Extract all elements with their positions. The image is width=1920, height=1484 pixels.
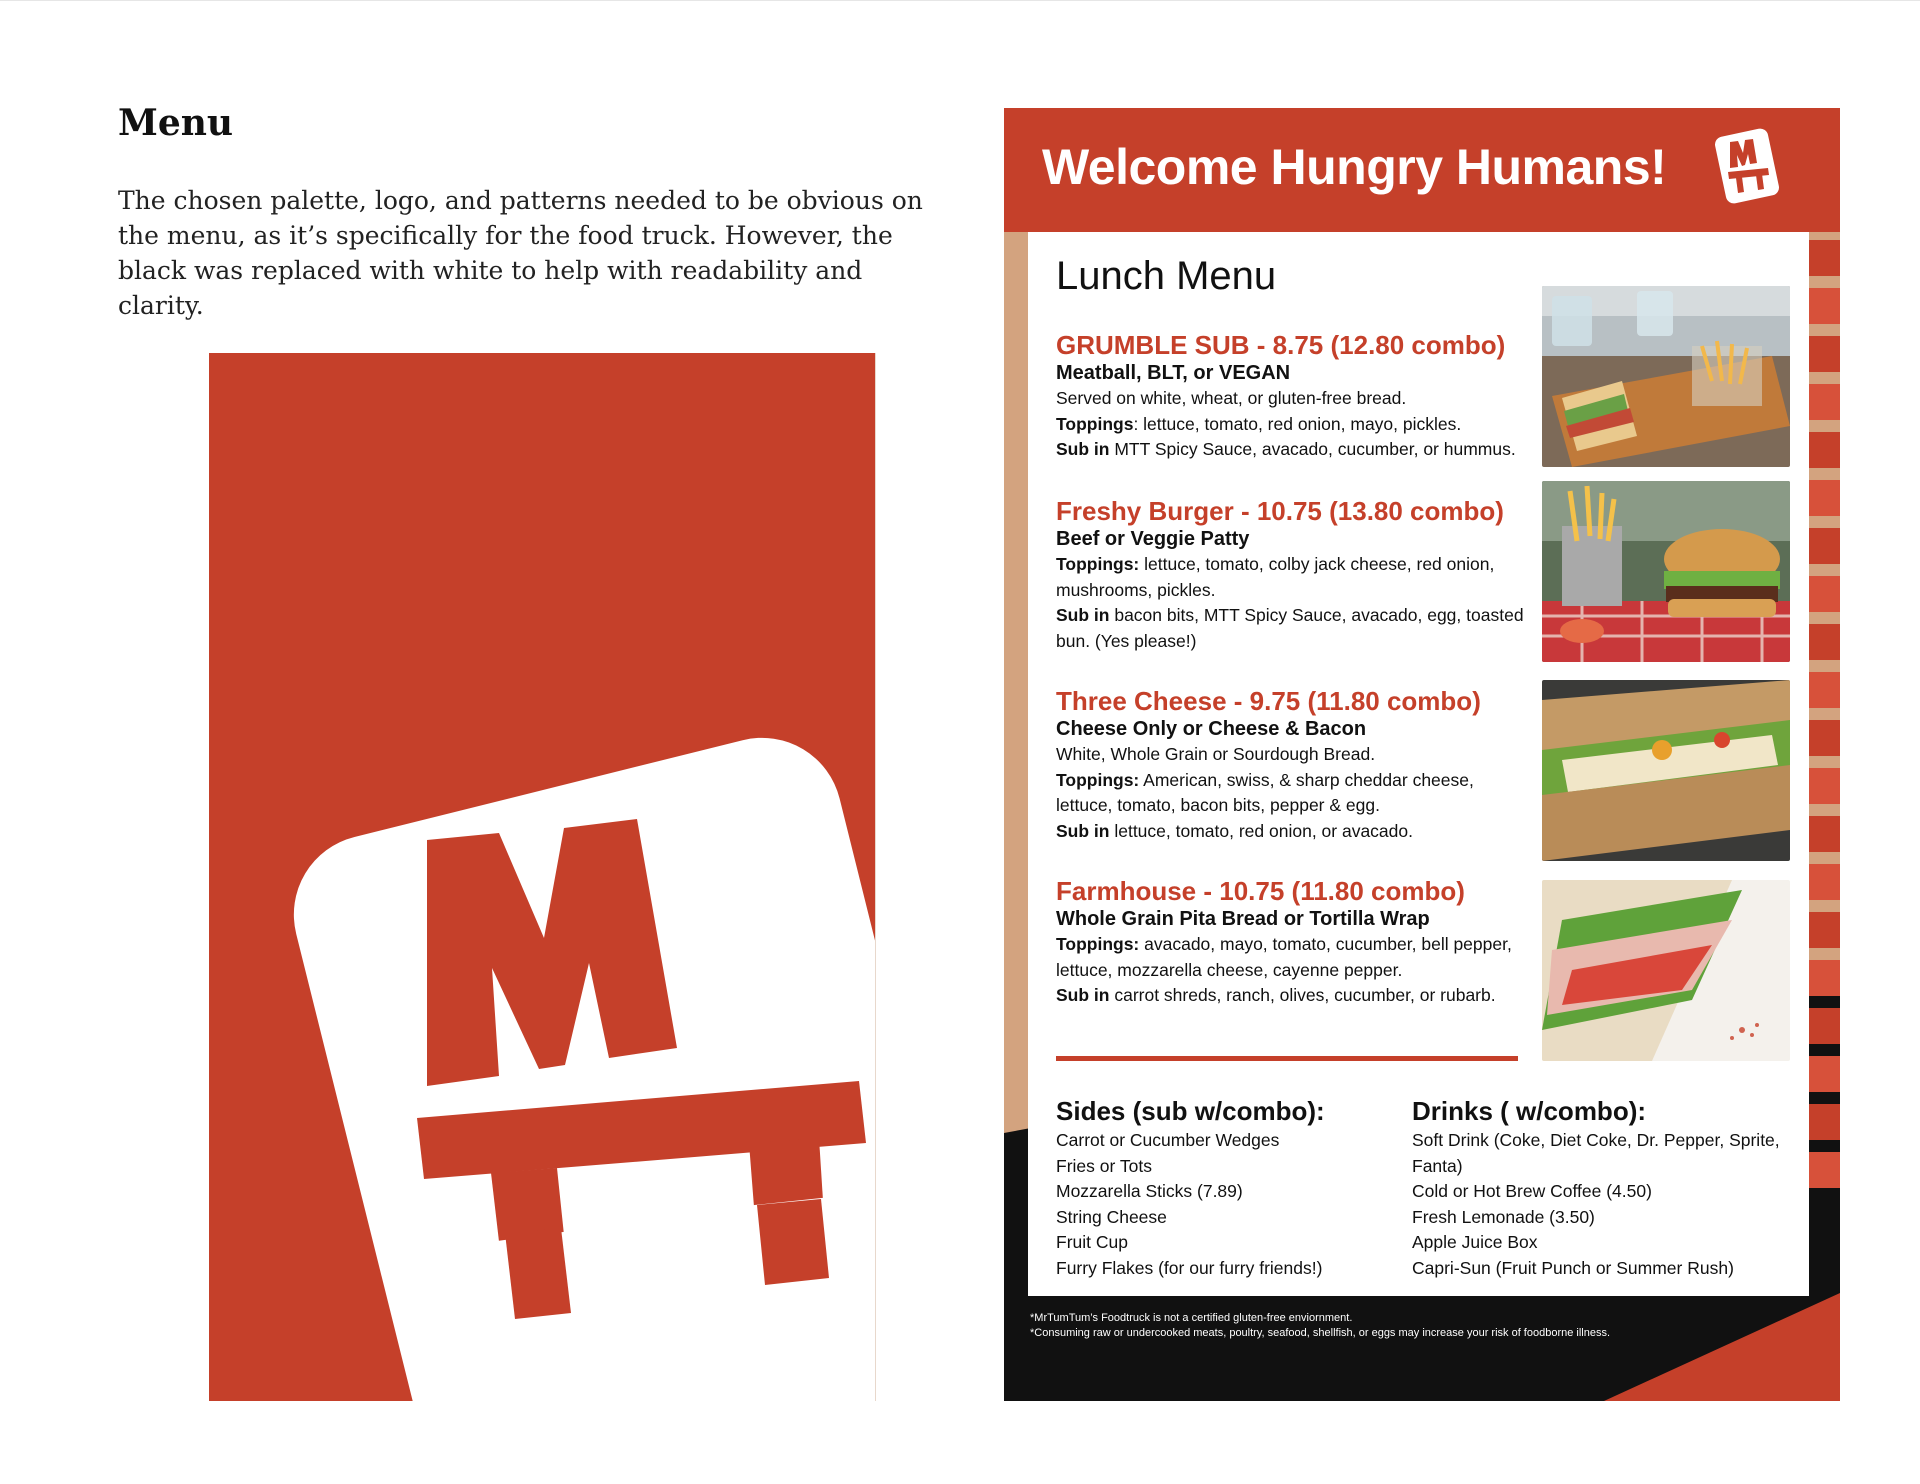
menu-item-subtitle: Whole Grain Pita Bread or Tortilla Wrap <box>1056 908 1430 930</box>
side-item: Carrot or Cucumber Wedges <box>1056 1130 1280 1150</box>
stripe-block <box>1809 960 1840 996</box>
menu-item-three-cheese <box>1056 686 1526 844</box>
stripe-block <box>1809 624 1840 660</box>
stripe-block <box>1809 384 1840 420</box>
mt-logo-icon <box>1712 126 1782 206</box>
drink-item: Capri-Sun (Fruit Punch or Summer Rush) <box>1412 1257 1734 1278</box>
menu-item-freshy-burger <box>1056 496 1526 654</box>
menu-item-subtitle: Beef or Veggie Patty <box>1056 528 1250 550</box>
stripe-block <box>1809 480 1840 516</box>
menu-item-farmhouse <box>1056 876 1526 1009</box>
drink-item: Cold or Hot Brew Coffee (4.50) <box>1412 1181 1652 1201</box>
menu-footnotes <box>1030 1311 1610 1341</box>
menu-item-toppings: Toppings: avacado, mayo, tomato, cucumber, bell pepper, lettuce, mozzarella cheese, cayenne pepper. <box>1056 934 1512 980</box>
stripe-block <box>1809 576 1840 612</box>
footnote: *MrTumTum’s Foodtruck is not a certified gluten-free enviornment. <box>1030 1312 1353 1324</box>
mt-logo-icon <box>209 353 876 1401</box>
stripe-block <box>1809 1056 1840 1092</box>
stripe-block <box>1809 336 1840 372</box>
stripe-block <box>1809 768 1840 804</box>
menu-item-toppings: Toppings: American, swiss, & sharp cheddar cheese, lettuce, tomato, bacon bits, pepper & egg. <box>1056 769 1474 815</box>
drinks-list <box>1412 1094 1792 1281</box>
stripe-block <box>1809 816 1840 852</box>
page-top-rule <box>0 0 1920 1</box>
menu-item-substitutions: Sub in lettuce, tomato, red onion, or avacado. <box>1056 820 1413 841</box>
drink-item: Soft Drink (Coke, Diet Coke, Dr. Pepper, Sprite, Fanta) <box>1412 1130 1780 1176</box>
menu-item-description: Served on white, wheat, or gluten-free bread. <box>1056 388 1407 408</box>
menu-item-substitutions: Sub in carrot shreds, ranch, olives, cucumber, or rubarb. <box>1056 985 1496 1005</box>
drink-item: Apple Juice Box <box>1412 1232 1538 1252</box>
menu-item-subtitle: Cheese Only or Cheese & Bacon <box>1056 718 1367 740</box>
stripe-block <box>1809 720 1840 756</box>
menu-item-name: Three Cheese - 9.75 (11.80 combo) <box>1056 686 1481 716</box>
stripe-block <box>1809 240 1840 276</box>
menu-item-name: Freshy Burger - 10.75 (13.80 combo) <box>1056 496 1504 526</box>
menu-header-title: Welcome Hungry Humans! <box>1042 139 1667 195</box>
side-item: Fries or Tots <box>1056 1155 1152 1176</box>
stripe-block <box>1809 672 1840 708</box>
stripe-block <box>1809 528 1840 564</box>
stripe-block <box>1809 864 1840 900</box>
stripe-block <box>1809 1008 1840 1044</box>
club-sandwich-fries-photo <box>1542 286 1790 467</box>
sides-list <box>1056 1094 1325 1281</box>
menu-item-substitutions: Sub in MTT Spicy Sauce, avacado, cucumber, or hummus. <box>1056 439 1516 459</box>
side-item: Mozzarella Sticks (7.89) <box>1056 1181 1243 1201</box>
side-item: Fruit Cup <box>1056 1232 1128 1252</box>
menu-header <box>1004 108 1840 232</box>
side-item: Furry Flakes (for our furry friends!) <box>1056 1257 1323 1278</box>
stripe-block <box>1809 288 1840 324</box>
section-description: The chosen palette, logo, and patterns needed to be obvious on the menu, as it’s specifically for the food truck. However, the black was replaced with white to help with readability and clarity. <box>118 186 923 320</box>
menu-item-name: Farmhouse - 10.75 (11.80 combo) <box>1056 876 1465 906</box>
logo-poster <box>209 353 876 1401</box>
burger-fries-photo <box>1542 481 1790 662</box>
menu-item-toppings: Toppings: lettuce, tomato, colby jack cheese, red onion, mushrooms, pickles. <box>1056 554 1495 600</box>
ham-wrap-photo <box>1542 880 1790 1061</box>
stripe-block <box>1809 432 1840 468</box>
stripe-block <box>1809 912 1840 948</box>
stripe-block <box>1809 1152 1840 1188</box>
stripe-block <box>1809 1104 1840 1140</box>
footnote: *Consuming raw or undercooked meats, poultry, seafood, shellfish, or eggs may increase your risk of foodborne illness. <box>1030 1327 1611 1339</box>
section-divider <box>1056 1056 1518 1061</box>
menu-item-name: GRUMBLE SUB - 8.75 (12.80 combo) <box>1056 330 1506 360</box>
side-item: String Cheese <box>1056 1206 1167 1227</box>
menu-item-substitutions: Sub in bacon bits, MTT Spicy Sauce, avacado, egg, toasted bun. (Yes please!) <box>1056 605 1524 651</box>
side-stripe-pattern <box>1809 232 1840 1232</box>
lunch-menu-title: Lunch Menu <box>1056 254 1277 298</box>
menu-item-description: White, Whole Grain or Sourdough Bread. <box>1056 744 1376 764</box>
drink-item: Fresh Lemonade (3.50) <box>1412 1206 1595 1227</box>
menu-card <box>1004 108 1840 1401</box>
drinks-title: Drinks ( w/combo): <box>1412 1096 1647 1126</box>
cheese-sandwich-photo <box>1542 680 1790 861</box>
menu-item-subtitle: Meatball, BLT, or VEGAN <box>1056 362 1291 384</box>
poster-edge-rule <box>875 353 876 1401</box>
menu-item-grumble-sub <box>1056 330 1526 463</box>
sides-title: Sides (sub w/combo): <box>1056 1096 1325 1126</box>
section-title: Menu <box>118 102 234 144</box>
menu-item-toppings: Toppings: lettuce, tomato, red onion, mayo, pickles. <box>1056 413 1462 434</box>
